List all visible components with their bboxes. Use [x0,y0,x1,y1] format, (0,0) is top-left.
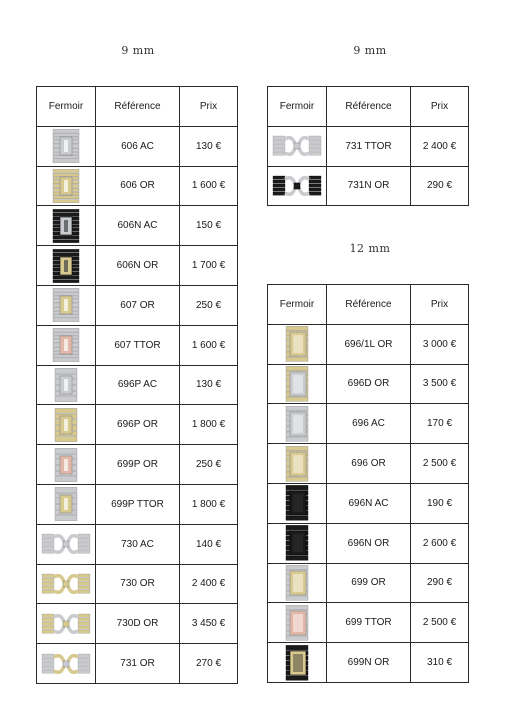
reference-cell: 696P OR [96,405,180,445]
table-row [268,523,469,563]
table-row [268,643,469,683]
prix-cell: 2 500 € [411,444,469,484]
table-row [268,364,469,404]
fermoir-cell [37,246,96,286]
reference-cell: 696 AC [327,404,411,444]
clasp-607-gold-icon [51,288,81,322]
prix-cell: 1 800 € [180,484,238,524]
fermoir-cell [268,444,327,484]
clasp-699p-gold-icon [51,448,81,482]
prix-cell: 130 € [180,365,238,405]
table-row [37,564,238,604]
header-fermoir: Fermoir [37,87,96,127]
clasp-696p-gold-icon [51,408,81,442]
table-row [37,604,238,644]
reference-cell: 607 TTOR [96,325,180,365]
table-row [37,445,238,485]
fermoir-cell [37,445,96,485]
prix-cell: 170 € [411,404,469,444]
fermoir-cell [268,166,327,206]
fermoir-cell [37,166,96,206]
reference-cell: 606 AC [96,126,180,166]
header-fermoir: Fermoir [268,87,327,127]
prix-cell: 2 400 € [180,564,238,604]
table-row [268,166,469,206]
price-table-12mm [267,284,469,683]
table-row [37,325,238,365]
prix-cell: 3 450 € [180,604,238,644]
clasp-606-steel-icon [51,129,81,163]
prix-cell: 1 700 € [180,246,238,286]
reference-cell: 731 TTOR [327,126,411,166]
clasp-696-1l-gold-icon [282,326,312,362]
table-row [37,246,238,286]
clasp-699-gold-icon [282,565,312,601]
clasp-696-steel-icon [282,406,312,442]
clasp-696-gold-icon [282,446,312,482]
prix-cell: 1 600 € [180,166,238,206]
reference-cell: 730D OR [96,604,180,644]
clasp-696n-black-gold-icon [282,525,312,561]
fermoir-cell [37,365,96,405]
header-reference: Référence [96,87,180,127]
reference-cell: 699P TTOR [96,484,180,524]
reference-cell: 699N OR [327,643,411,683]
fermoir-cell [268,126,327,166]
header-prix: Prix [411,87,469,127]
price-table-9mm-right [267,86,469,206]
reference-cell: 606N AC [96,206,180,246]
clasp-730-gold-icon [41,571,91,597]
fermoir-cell [268,404,327,444]
table-row [37,484,238,524]
fermoir-cell [37,604,96,644]
fermoir-cell [37,126,96,166]
fermoir-cell [268,364,327,404]
reference-cell: 699 TTOR [327,603,411,643]
prix-cell: 250 € [180,445,238,485]
clasp-731-gold-icon [41,651,91,677]
prix-cell: 310 € [411,643,469,683]
fermoir-cell [268,643,327,683]
prix-cell: 150 € [180,206,238,246]
reference-cell: 606N OR [96,246,180,286]
prix-cell: 2 600 € [411,523,469,563]
table-row [37,644,238,684]
fermoir-cell [37,644,96,684]
table-row [268,404,469,444]
section-heading-12mm: 12 mm [349,242,391,255]
prix-cell: 3 500 € [411,364,469,404]
table-row [37,166,238,206]
fermoir-cell [37,405,96,445]
prix-cell: 2 400 € [411,126,469,166]
reference-cell: 730 AC [96,524,180,564]
section-heading-9mm-left: 9 mm [121,44,155,57]
table-header-row [268,285,469,325]
reference-cell: 696/1L OR [327,324,411,364]
fermoir-cell [268,324,327,364]
prix-cell: 190 € [411,483,469,523]
clasp-606n-black-gold-icon [51,249,81,283]
prix-cell: 1 800 € [180,405,238,445]
reference-cell: 731 OR [96,644,180,684]
clasp-699p-ttor-icon [51,487,81,521]
reference-cell: 696 OR [327,444,411,484]
reference-cell: 730 OR [96,564,180,604]
clasp-731-ttor-icon [272,133,322,159]
reference-cell: 696N AC [327,483,411,523]
table-header-row [268,87,469,127]
fermoir-cell [37,325,96,365]
header-reference: Référence [327,285,411,325]
reference-cell: 699 OR [327,563,411,603]
clasp-699-ttor-icon [282,605,312,641]
header-fermoir: Fermoir [268,285,327,325]
header-prix: Prix [180,87,238,127]
clasp-606n-black-icon [51,209,81,243]
reference-cell: 731N OR [327,166,411,206]
header-reference: Référence [327,87,411,127]
table-row [268,126,469,166]
prix-cell: 290 € [411,166,469,206]
price-table-9mm-left [36,86,238,684]
fermoir-cell [37,484,96,524]
header-prix: Prix [411,285,469,325]
clasp-699n-black-gold-icon [282,645,312,681]
reference-cell: 696N OR [327,523,411,563]
reference-cell: 696P AC [96,365,180,405]
clasp-696d-gold-icon [282,366,312,402]
table-row [268,324,469,364]
table-row [268,563,469,603]
fermoir-cell [37,206,96,246]
prix-cell: 130 € [180,126,238,166]
table-row [37,365,238,405]
table-row [37,126,238,166]
table-row [37,524,238,564]
clasp-730d-gold-icon [41,611,91,637]
table-row [268,483,469,523]
reference-cell: 699P OR [96,445,180,485]
fermoir-cell [37,285,96,325]
fermoir-cell [268,603,327,643]
table-header-row [37,87,238,127]
prix-cell: 1 600 € [180,325,238,365]
prix-cell: 250 € [180,285,238,325]
table-row [37,405,238,445]
clasp-730-steel-icon [41,531,91,557]
prix-cell: 2 500 € [411,603,469,643]
table-row [268,444,469,484]
prix-cell: 3 000 € [411,324,469,364]
table-row [37,285,238,325]
prix-cell: 270 € [180,644,238,684]
clasp-696p-steel-icon [51,368,81,402]
fermoir-cell [268,483,327,523]
fermoir-cell [268,563,327,603]
prix-cell: 290 € [411,563,469,603]
section-heading-9mm-right: 9 mm [353,44,387,57]
table-row [37,206,238,246]
fermoir-cell [37,524,96,564]
reference-cell: 606 OR [96,166,180,206]
clasp-607-ttor-icon [51,328,81,362]
prix-cell: 140 € [180,524,238,564]
table-row [268,603,469,643]
reference-cell: 607 OR [96,285,180,325]
clasp-606-gold-icon [51,169,81,203]
clasp-696n-black-icon [282,485,312,521]
fermoir-cell [37,564,96,604]
clasp-731n-black-icon [272,173,322,199]
reference-cell: 696D OR [327,364,411,404]
fermoir-cell [268,523,327,563]
